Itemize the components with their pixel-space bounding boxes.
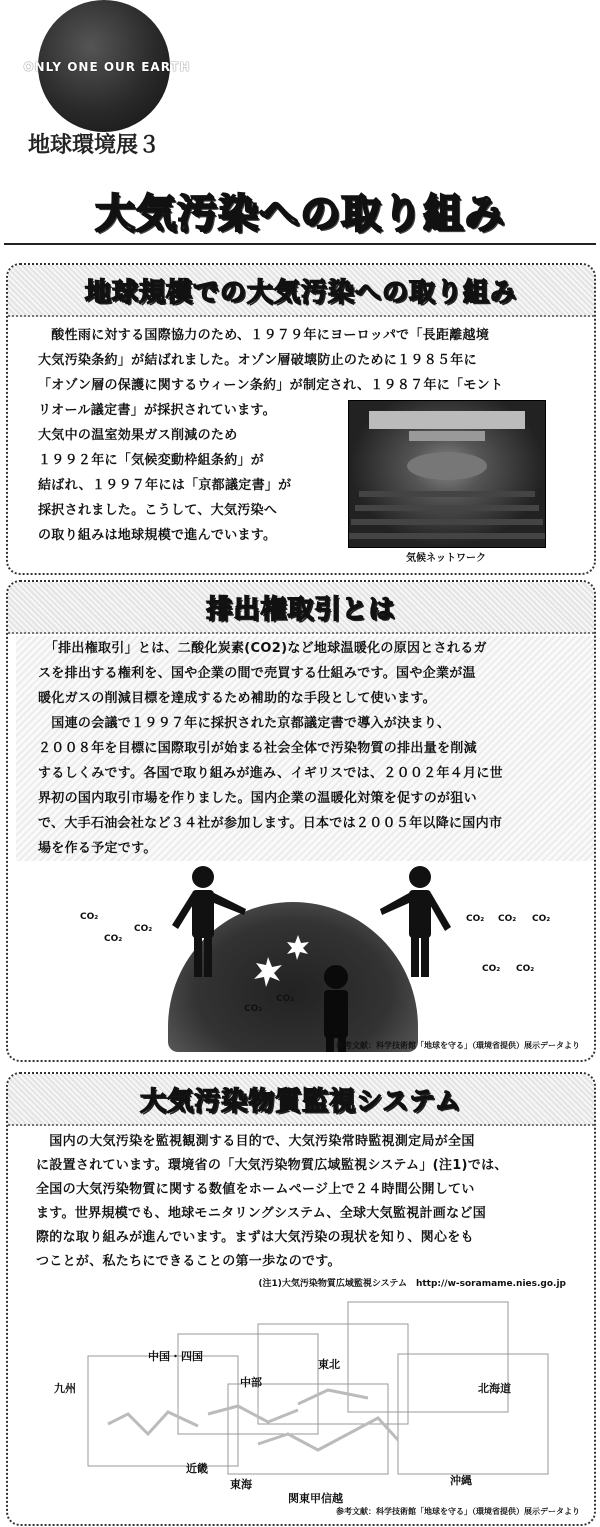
section-text: 国内の大気汚染を監視観測する目的で、大気汚染常時監視測定局が全国 に設置されています。環境省の「大気汚染物質広域監視システム」(注1)では、 全国の大気汚染物質に関する数値をホームページ上で２４時間公開してい ます。世界規模でも、地球モニタリングシステム、全球大気監視計画など国 際的な取り組みが進んでいます。まずは大気汚染の現状を知り、関心をも つことが、私たちにできることの第一歩なのです。 [36, 1134, 508, 1269]
reference-note: 参考文献：科学技術館「地球を守る」（環境省提供）展示データより [336, 1041, 580, 1050]
right-person-figure [380, 866, 451, 977]
region-label-kinki: 近畿 [186, 1462, 208, 1475]
section-emissions-trading [6, 580, 596, 1062]
section-header [8, 265, 594, 317]
logo-text: ONLY ONE OUR EARTH [23, 60, 191, 74]
region-label-kyushu: 九州 [54, 1382, 76, 1395]
people-illustration [158, 857, 458, 1052]
section-global-efforts [6, 263, 596, 575]
photo-caption: 気候ネットワーク [406, 553, 486, 564]
region-label-tohoku: 東北 [318, 1358, 340, 1371]
section-title: 地球規模での大気汚染への取り組み [84, 277, 517, 308]
exhibit-label: 地球環境展３ [28, 133, 161, 158]
center-person-figure [324, 965, 348, 1052]
conference-hall-image [349, 401, 545, 547]
section-text: 「排出権取引」とは、二酸化炭素(CO2)など地球温暖化の原因とされるガ スを排出する権利を、国や企業の間で売買する仕組みです。国や企業が温 暖化ガスの削減目標を達成するため補助的な手段として使います。 国連の会議で１９９７年に採択された京都議定書で導入が決まり、 ２００８年を目標に国際取引が始まる社会全体で汚染物質の排出量を削減 するしくみです。各国で取り組みが進み、イギリスでは、２００２年４月に世 界初の国内取引市場を作りました。国内企業の温暖化対策を促すのが狙い で、大手石油会社など３４社が参加します。日本では２００５年以降に国内市 場を作る予定です。 [16, 636, 596, 861]
section-header [8, 582, 594, 634]
region-label-okinawa: 沖縄 [450, 1474, 472, 1487]
conference-photo [348, 400, 546, 548]
footnote-url: (注1)大気汚染物質広域監視システム http://w-soramame.nies.go.jp [258, 1279, 566, 1289]
page-title: 大気汚染への取り組み [95, 191, 505, 237]
co2-label: CO₂ [276, 994, 295, 1004]
section-text-wide: 酸性雨に対する国際協力のため、１９７９年にヨーロッパで「長距離越境 大気汚染条約」が結ばれました。オゾン層破壊防止のために１９８５年に 「オゾン層の保護に関するウィーン条約」が制定され、１９８７年に「モント リオール議定書」が採択されています。 [38, 328, 504, 418]
co2-label: CO₂ [466, 914, 485, 924]
region-label-chubu: 中部 [240, 1376, 262, 1389]
reference-note: 参考文献：科学技術館「地球を守る」（環境省提供）展示データより [336, 1507, 580, 1516]
section-header [8, 1074, 594, 1126]
co2-label: CO₂ [532, 914, 551, 924]
section-title: 大気汚染物質監視システム [140, 1086, 462, 1117]
region-label-kanto-koshinetsu: 関東甲信越 [288, 1492, 343, 1505]
title-divider [4, 243, 596, 245]
section-title: 排出権取引とは [206, 594, 396, 625]
co2-label: CO₂ [104, 934, 123, 944]
region-label-chugoku-shikoku: 中国・四国 [148, 1350, 203, 1363]
co2-label: CO₂ [80, 912, 99, 922]
region-label-tokai: 東海 [230, 1478, 252, 1491]
region-label-hokkaido: 北海道 [478, 1382, 511, 1395]
co2-label: CO₂ [482, 964, 501, 974]
section-monitoring-system [6, 1072, 596, 1526]
co2-label: CO₂ [498, 914, 517, 924]
co2-label: CO₂ [516, 964, 535, 974]
section-text-narrow: 大気中の温室効果ガス削減のため １９９２年に「気候変動枠組条約」が 結ばれ、１９９７年には「京都議定書」が 採択されました。こうして、大気汚染へ の取り組みは地球規模で進んでいます。 [38, 428, 292, 543]
left-person-figure [172, 866, 246, 977]
co2-label: CO₂ [134, 924, 153, 934]
co2-label: CO₂ [244, 1004, 263, 1014]
